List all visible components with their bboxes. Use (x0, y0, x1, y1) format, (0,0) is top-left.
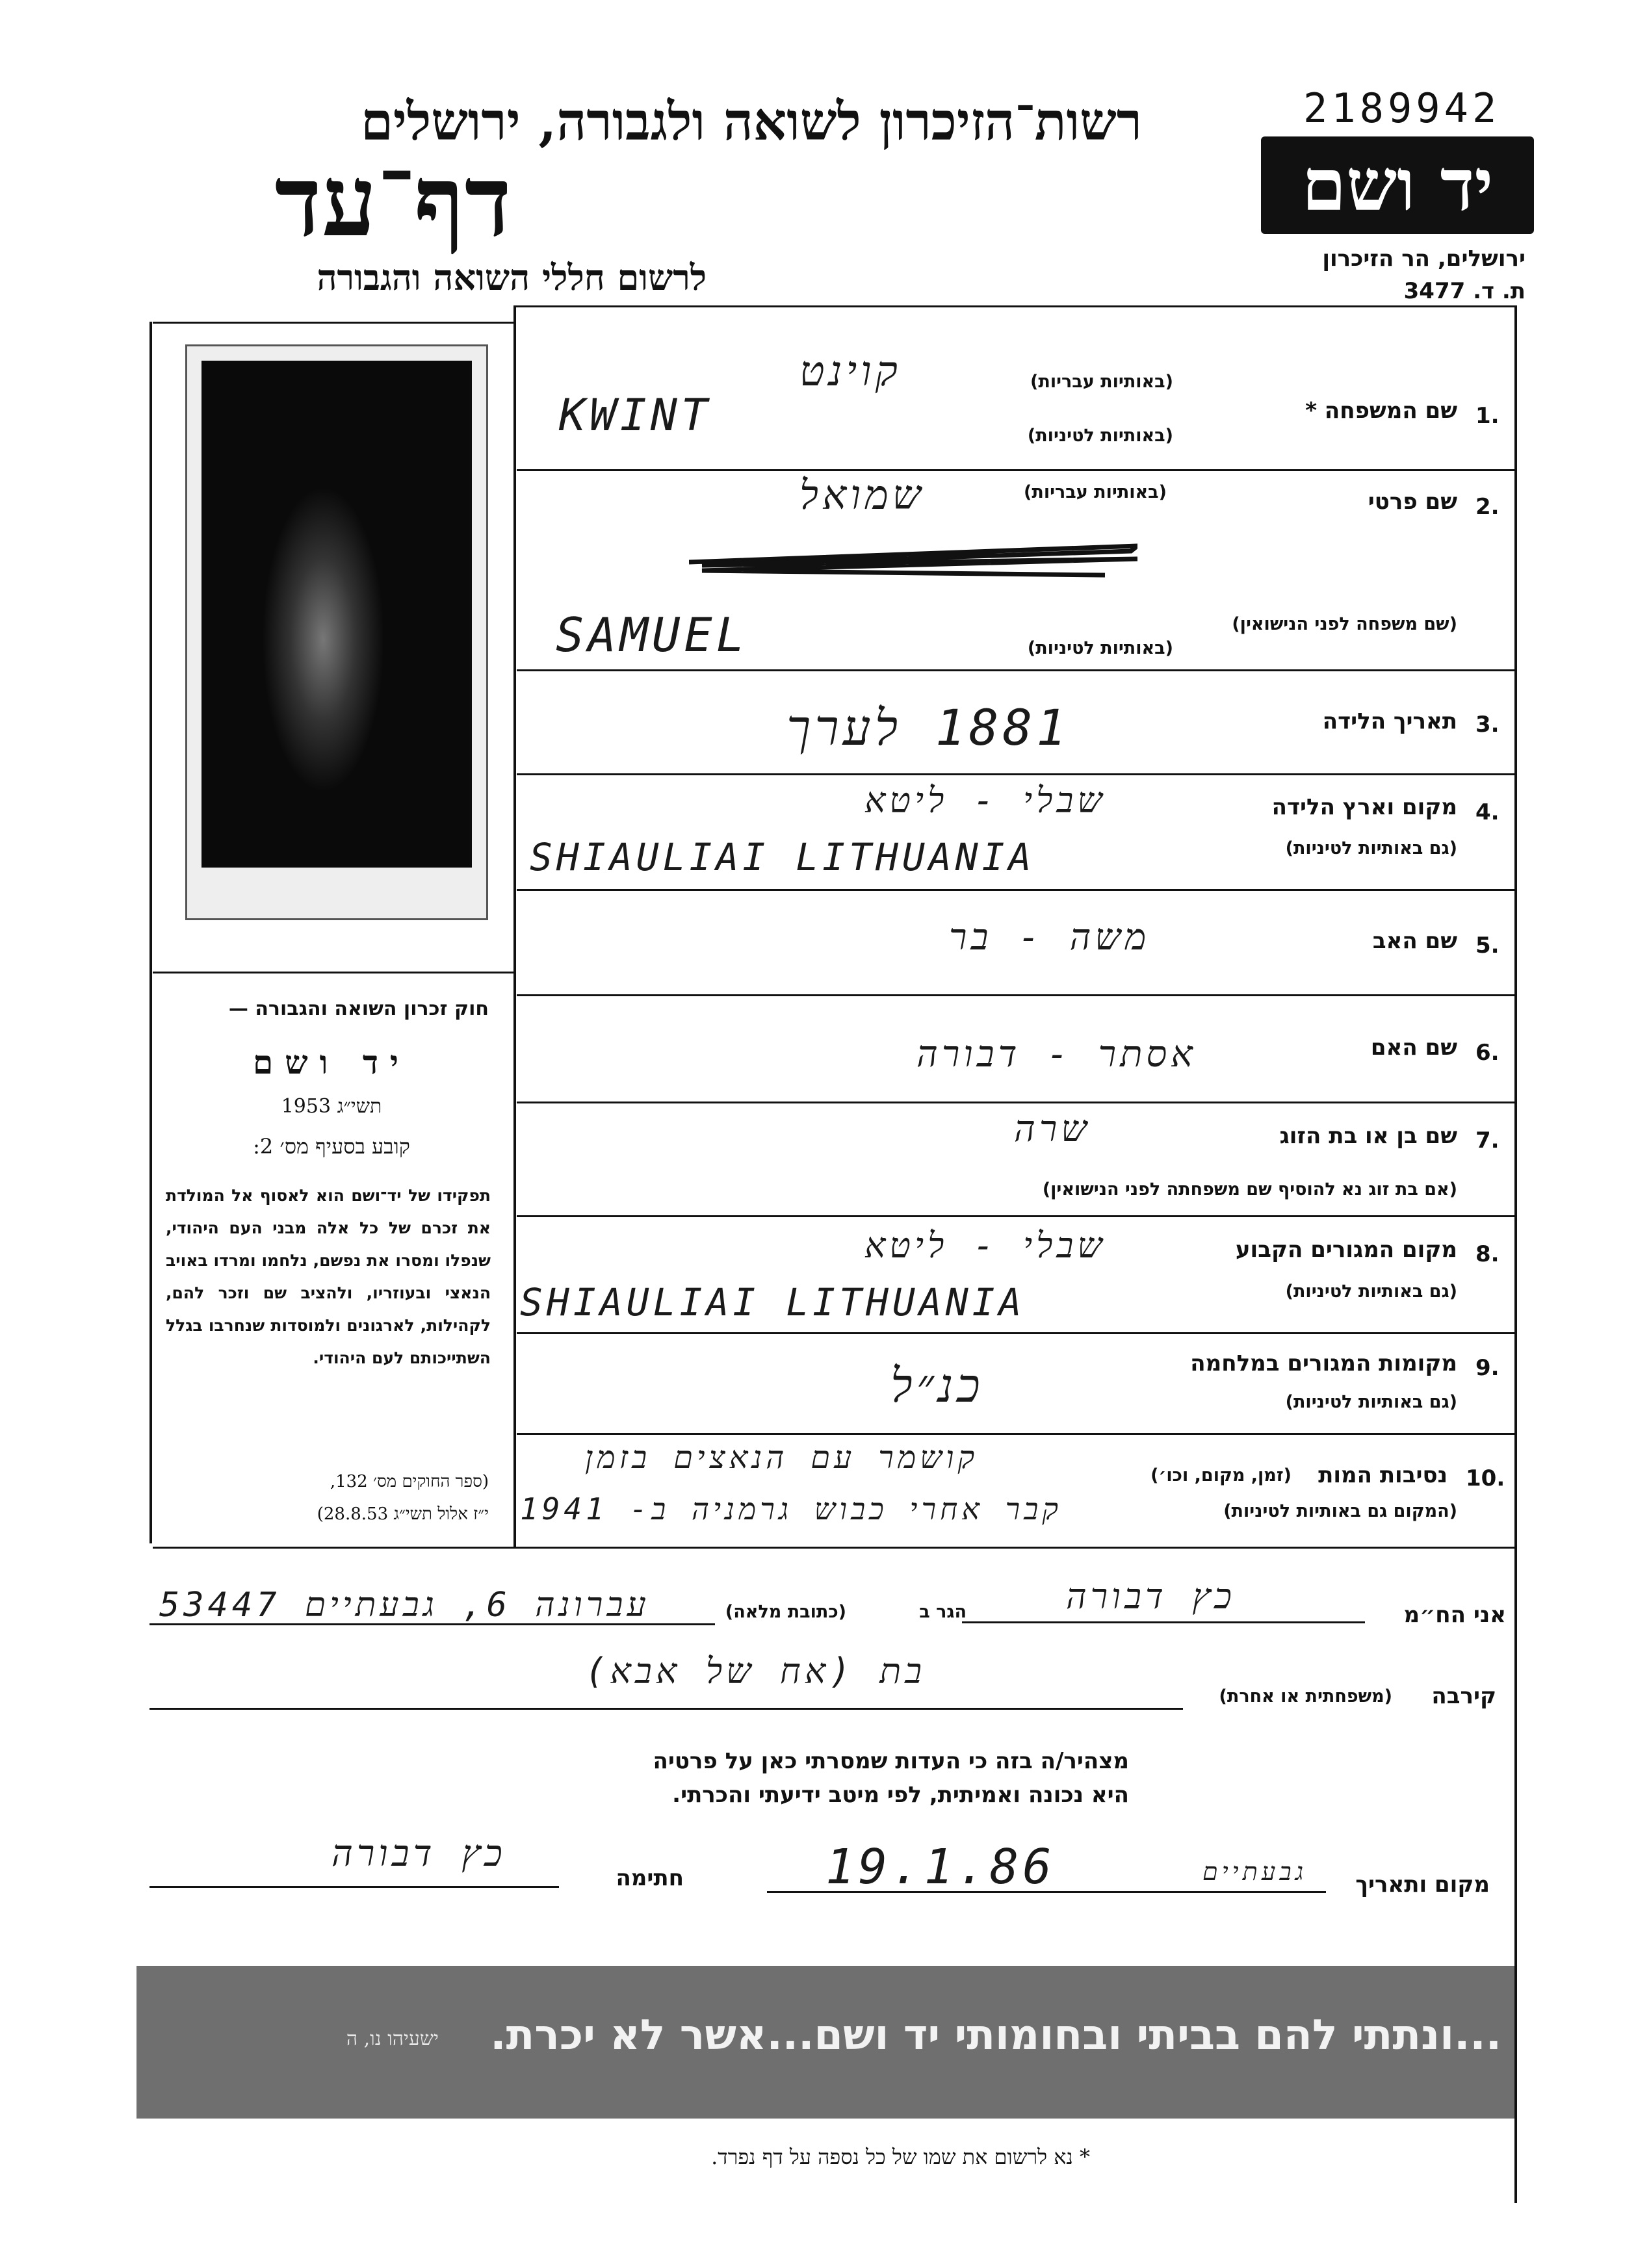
field-7-number: 7. (1475, 1128, 1500, 1153)
place-value: גבעתיים (1202, 1857, 1308, 1886)
field-8-value-hebrew: שבלי - ליטא (864, 1225, 1106, 1266)
field-2-sub-hebrew: (באותיות עבריות) (1024, 482, 1167, 502)
field-7-label: שם בן או בת הזוג (1279, 1123, 1457, 1149)
field-4-value-latin: SHIAULIAI LITHUANIA (530, 835, 1035, 879)
row-divider (517, 1332, 1514, 1334)
row-divider (517, 1433, 1514, 1435)
frame-right (1514, 305, 1517, 2203)
row-divider (517, 889, 1514, 891)
field-8-sub: (גם באותיות לטיניות) (1285, 1282, 1457, 1302)
field-9-label: מקומות המגורים במלחמה (1190, 1350, 1457, 1376)
address-line-2: ת. ד. 3477 (1403, 278, 1526, 304)
frame-left (149, 322, 152, 1543)
field-3-number: 3. (1475, 712, 1500, 738)
field-10-number: 10. (1466, 1465, 1505, 1491)
witness-i-label: אני הח״מ (1403, 1602, 1506, 1628)
witness-relation-label: קירבה (1431, 1683, 1496, 1709)
field-1-label: שם המשפחה * (1305, 398, 1457, 424)
field-2-value-latin: SAMUEL (556, 608, 749, 662)
field-1-sub-hebrew: (באותיות עבריות) (1030, 372, 1173, 392)
field-10-value-line-2: קבר אחרי כבוש גרמניה ב- 1941 (520, 1491, 1062, 1527)
institution-title: רשות־הזיכרון לשואה ולגבורה, ירושלים (360, 91, 1142, 152)
logo-text: יד ושם (1301, 143, 1494, 227)
field-2-label: שם פרטי (1368, 489, 1457, 515)
field-1-value-latin: KWINT (559, 390, 712, 441)
signature-value: כץ דבורה (331, 1833, 506, 1875)
field-7-sub: (אם בת זוג נא להוסיף שם משפחתה לפני הנישואין) (1042, 1179, 1457, 1200)
frame-top-right (513, 305, 1514, 307)
field-9-sub: (גם באותיות לטיניות) (1285, 1392, 1457, 1412)
field-4-label: מקום וארץ הלידה (1271, 794, 1457, 820)
field-5-value: משה - בר (949, 916, 1150, 959)
field-3-value: 1881 לערך (786, 699, 1071, 756)
row-divider (517, 994, 1514, 996)
footnote: * נא לרשום את שמו של כל נספה על דף נפרד. (711, 2145, 1090, 2169)
field-6-number: 6. (1475, 1040, 1500, 1066)
field-4-number: 4. (1475, 799, 1500, 825)
field-10-label: נסיבות המות (1318, 1462, 1448, 1488)
form-bottom-divider (153, 1547, 1514, 1549)
field-10-value-line-1: קושמר עם הנאצים בזמן (585, 1439, 979, 1476)
law-date: י״ז אלול תשי״ג 28.8.53) (317, 1504, 489, 1524)
column-divider (513, 305, 516, 1547)
record-number: 2189942 (1303, 84, 1501, 132)
yad-vashem-logo (1261, 136, 1534, 234)
form-subtitle: לרשום חללי השואה והגבורה (317, 257, 707, 298)
field-10-label-extra: (זמן, מקום, וכו׳) (1150, 1465, 1292, 1486)
witness-relation-value: בת (אח של אבא) (585, 1651, 926, 1692)
field-10-sub: (המקום גם באותיות לטיניות) (1223, 1501, 1457, 1521)
law-text: תפקידו של יד־ושם הוא לאסוף אל המולדת את זכרם של כל אלה מבני העם היהודי, שנפלו ומסרו את נפשם, נלחמו ומרדו באויב הנאצי ובעוזריו, ולהציב שם וזכר להם, לקהילות, לארגונים ולמוסדות שנחרבו בגלל השתייכותם לעם היהודי. (166, 1186, 491, 1367)
field-2-number: 2. (1475, 494, 1500, 520)
field-6-label: שם האם (1370, 1035, 1457, 1061)
row-divider (517, 469, 1514, 471)
field-7-value: שרה (1014, 1108, 1091, 1150)
row-divider (517, 669, 1514, 671)
photo-frame (185, 344, 488, 920)
witness-resides-label: הגר ב (919, 1602, 967, 1622)
banner-quote: ...ונתתי להם בביתי ובחומותי יד ושם...אשר לא יכרת. (490, 2011, 1501, 2059)
witness-address-value: עברונה 6, גבעתיים 53447 (159, 1586, 650, 1625)
witness-address-line (149, 1623, 715, 1625)
law-year: תשי״ג 1953 (281, 1095, 382, 1118)
field-1-value-hebrew: קוינט (799, 348, 902, 396)
declaration-line-2: היא נכונה ואמיתית, לפי מיטב ידיעתי והכרתי. (672, 1782, 1129, 1808)
field-8-value-latin: SHIAULIAI LITHUANIA (520, 1280, 1026, 1324)
date-value: 19.1.86 (825, 1839, 1056, 1895)
law-clause: קובע בסעיף מס׳ 2: (253, 1134, 410, 1159)
row-divider (517, 1102, 1514, 1103)
field-5-number: 5. (1475, 933, 1500, 959)
quote-banner (136, 1966, 1514, 2119)
witness-name-value: כץ דבורה (1066, 1576, 1236, 1617)
field-1-sub-latin: (באותיות לטיניות) (1027, 426, 1173, 446)
witness-relation-note: (משפחתית או אחרת) (1219, 1686, 1392, 1707)
field-3-label: תאריך הלידה (1322, 708, 1457, 734)
row-divider (517, 1215, 1514, 1217)
form-title: דף־עד (274, 144, 512, 259)
banner-source: ישעיהו נו, ה (346, 2028, 439, 2050)
field-1-number: 1. (1475, 403, 1500, 429)
field-4-sub: (גם באותיות לטיניות) (1285, 838, 1457, 858)
witness-address-note: (כתובת מלאה) (725, 1602, 846, 1622)
law-name: יד ושם (253, 1043, 410, 1081)
frame-top-left (153, 322, 513, 324)
signature-line (149, 1886, 559, 1888)
field-8-label: מקום המגורים הקבוע (1235, 1237, 1457, 1263)
signature-label: חתימה (616, 1865, 684, 1891)
law-source: (ספר החוקים מס׳ 132, (330, 1472, 489, 1491)
crossed-out-scribble (689, 539, 1137, 585)
witness-relation-line (149, 1708, 1183, 1710)
portrait-photo (201, 361, 472, 868)
field-2-value-hebrew: שמואל (799, 471, 925, 519)
witness-name-line (962, 1621, 1365, 1623)
field-2-sub-maiden: (שם משפחה לפני הנישואין) (1232, 614, 1457, 634)
declaration-line-1: מצהיר/ה בזה כי העדות שמסרתי כאן על פרטיה (653, 1748, 1129, 1774)
field-9-number: 9. (1475, 1355, 1500, 1381)
photo-divider (153, 972, 513, 973)
field-2-sub-latin: (באותיות לטיניות) (1027, 638, 1173, 658)
field-6-value: אסתר - דבורה (916, 1033, 1197, 1076)
field-5-label: שם האב (1372, 928, 1457, 954)
row-divider (517, 773, 1514, 775)
address-line-1: ירושלים, הר הזיכרון (1322, 246, 1526, 272)
field-9-value: כנ״ל (890, 1358, 984, 1413)
law-title: חוק זכרון השואה והגבורה — (228, 998, 489, 1020)
place-date-label: מקום ותאריך (1355, 1872, 1490, 1898)
place-date-line (767, 1891, 1326, 1893)
field-4-value-hebrew: שבלי - ליטא (864, 780, 1106, 821)
field-8-number: 8. (1475, 1241, 1500, 1267)
